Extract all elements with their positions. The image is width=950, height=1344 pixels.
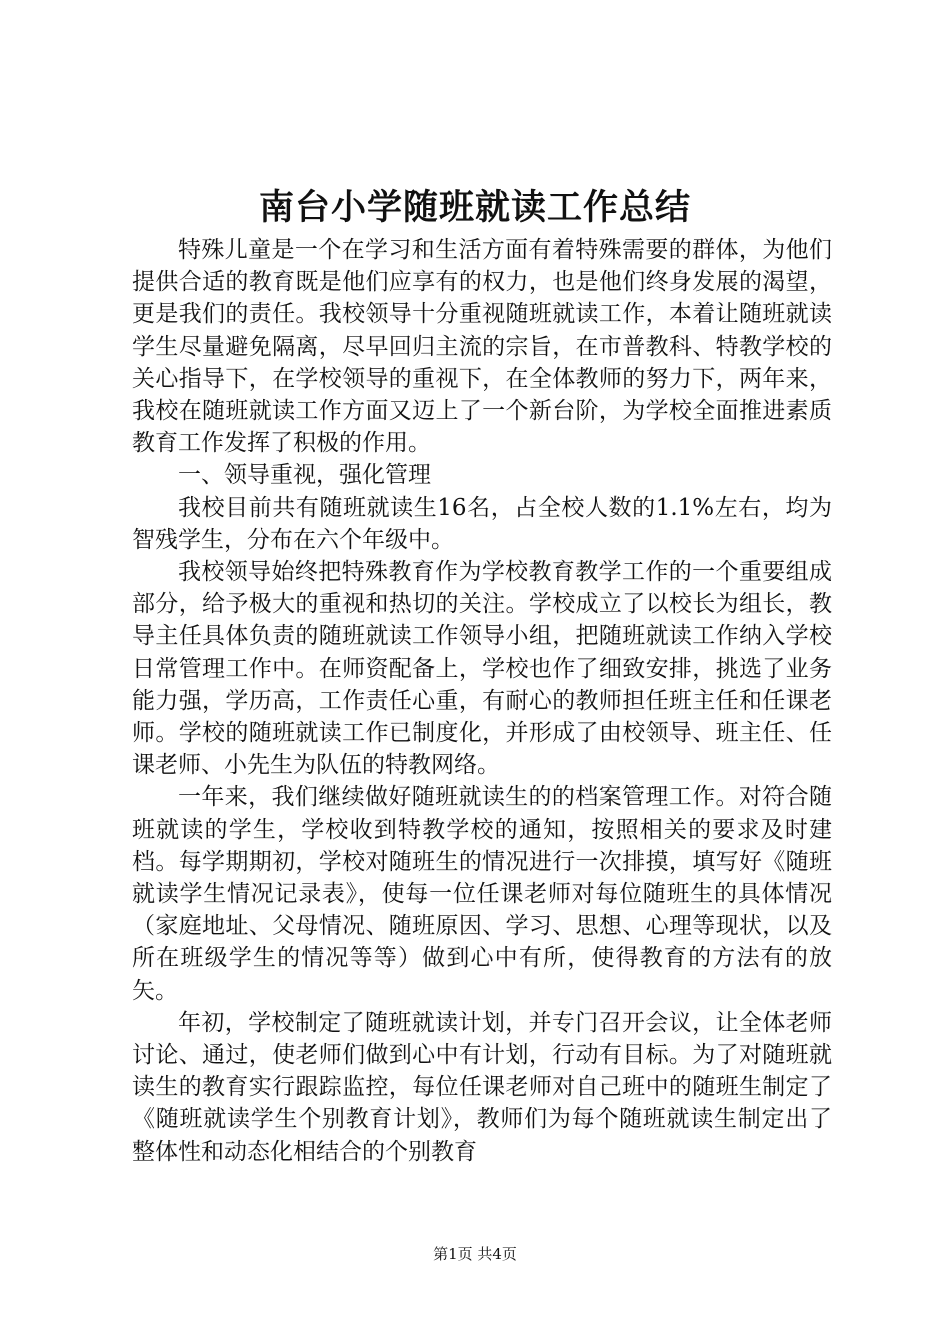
section-heading-1: 一、领导重视，强化管理 (178, 462, 431, 489)
document-body (132, 234, 832, 1168)
paragraph-intro: 特殊儿童是一个在学习和生活方面有着特殊需要的群体，为他们提供合适的教育既是他们应享有的权力，也是他们终身发展的渴望，更是我们的责任。我校领导十分重视随班就读工作，本着让随班就读学生尽量避免隔离，尽早回归主流的宗旨，在市普教科、特教学校的关心指导下，在学校领导的重视下，在全体教师的努力下，两年来，我校在随班就读工作方面又迈上了一个新台阶，为学校全面推进素质教育工作发挥了积极的作用。 (132, 237, 832, 457)
paragraph-plan: 年初，学校制定了随班就读计划，并专门召开会议，让全体老师讨论、通过，使老师们做到心中有计划，行动有目标。为了对随班就读生的教育实行跟踪监控，每位任课老师对自己班中的随班生制定了《随班就读学生个别教育计划》，教师们为每个随班就读生制定出了整体性和动态化相结合的个别教育 (132, 1009, 832, 1165)
paragraph-archives: 一年来，我们继续做好随班就读生的的档案管理工作。对符合随班就读的学生，学校收到特教学校的通知，按照相关的要求及时建档。每学期期初，学校对随班生的情况进行一次排摸，填写好《随班就读学生情况记录表》，使每一位任课老师对每位随班生的具体情况（家庭地址、父母情况、随班原因、学习、思想、心理等现状，以及所在班级学生的情况等等）做到心中有所，使得教育的方法有的放矢。 (132, 784, 832, 1004)
page-footer: 第1页 共4页 (433, 1245, 517, 1263)
paragraph-student-count: 我校目前共有随班就读生16名，占全校人数的1.1%左右，均为智残学生，分布在六个年级中。 (132, 494, 832, 553)
document-title: 南台小学随班就读工作总结 (258, 187, 691, 228)
paragraph-leadership: 我校领导始终把特殊教育作为学校教育教学工作的一个重要组成部分，给予极大的重视和热切的关注。学校成立了以校长为组长，教导主任具体负责的随班就读工作领导小组，把随班就读工作纳入学校日常管理工作中。在师资配备上，学校也作了细致安排，挑选了业务能力强，学历高，工作责任心重，有耐心的教师担任班主任和任课老师。学校的随班就读工作已制度化，并形成了由校领导、班主任、任课老师、小先生为队伍的特教网络。 (132, 559, 832, 779)
